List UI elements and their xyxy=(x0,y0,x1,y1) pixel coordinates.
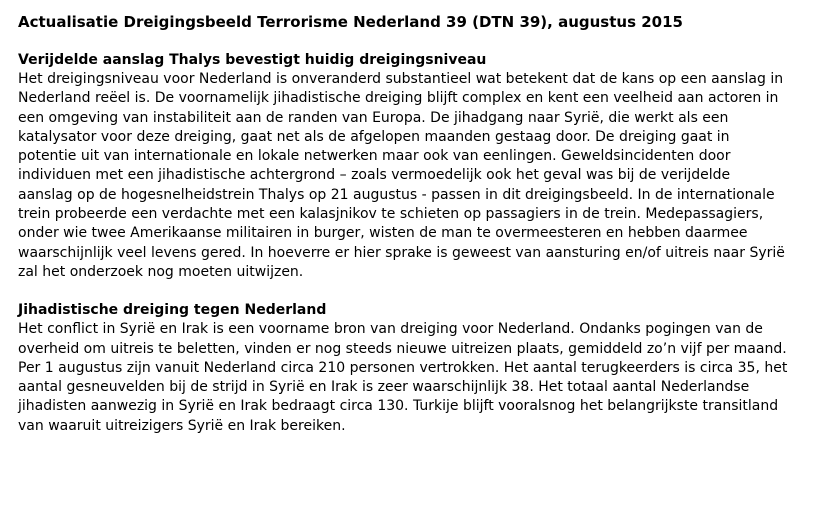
section-body-thalys: Het dreigingsniveau voor Nederland is onveranderd substantieel wat betekent dat de kans op een aanslag in Nederland reëel is. De voornamelijk jihadistische dreiging blijft complex en kent een veelheid aan actoren in een omgeving van instabiliteit aan de randen van Europa. De jihadgang naar Syrië, die werkt als een katalysator voor deze dreiging, gaat net als de afgelopen maanden gestaag door. De dreiging gaat in potentie uit van internationale en lokale netwerken maar ook van eenlingen. Geweldsincidenten door individuen met een jihadistische achtergrond – zoals vermoedelijk ook het geval was bij de verijdelde aanslag op de hogesnelheidstrein Thalys op 21 augustus - passen in dit dreigingsbeeld. In de internationale trein probeerde een verdachte met een kalasjnikov te schieten op passagiers in de trein. Medepassagiers, onder wie twee Amerikaanse militairen in burger, wisten de man te overmeesteren en hebben daarmee waarschijnlijk veel levens gered. In hoeverre er hier sprake is geweest van aansturing en/of uitreis naar Syrië zal het onderzoek nog moeten uitwijzen. xyxy=(18,71,785,280)
section-heading-thalys: Verijdelde aanslag Thalys bevestigt huidig dreigingsniveau xyxy=(18,52,487,68)
section-jihadist-threat xyxy=(18,301,818,436)
section-heading-jihadist-threat: Jihadistische dreiging tegen Nederland xyxy=(18,302,327,319)
section-body-jihadist-threat: Het conflict in Syrië en Irak is een voorname bron van dreiging voor Nederland. Ondanks pogingen van de overheid om uitreis te beletten, vinden er nog steeds nieuwe uitreizen plaats, gemiddeld zo’n vijf per maand. Per 1 augustus zijn vanuit Nederland circa 210 personen vertrokken. Het aantal terugkeerders is circa 35, het aantal gesneuvelden bij de strijd in Syrië en Irak is zeer waarschijnlijk 38. Het totaal aantal Nederlandse jihadisten aanwezig in Syrië en Irak bedraagt circa 130. Turkije blijft vooralsnog het belangrijkste transitland van waaruit uitreizigers Syrië en Irak bereiken. xyxy=(18,321,788,434)
document-title: Actualisatie Dreigingsbeeld Terrorisme Nederland 39 (DTN 39), augustus 2015 xyxy=(18,13,683,31)
section-thalys xyxy=(18,51,818,282)
